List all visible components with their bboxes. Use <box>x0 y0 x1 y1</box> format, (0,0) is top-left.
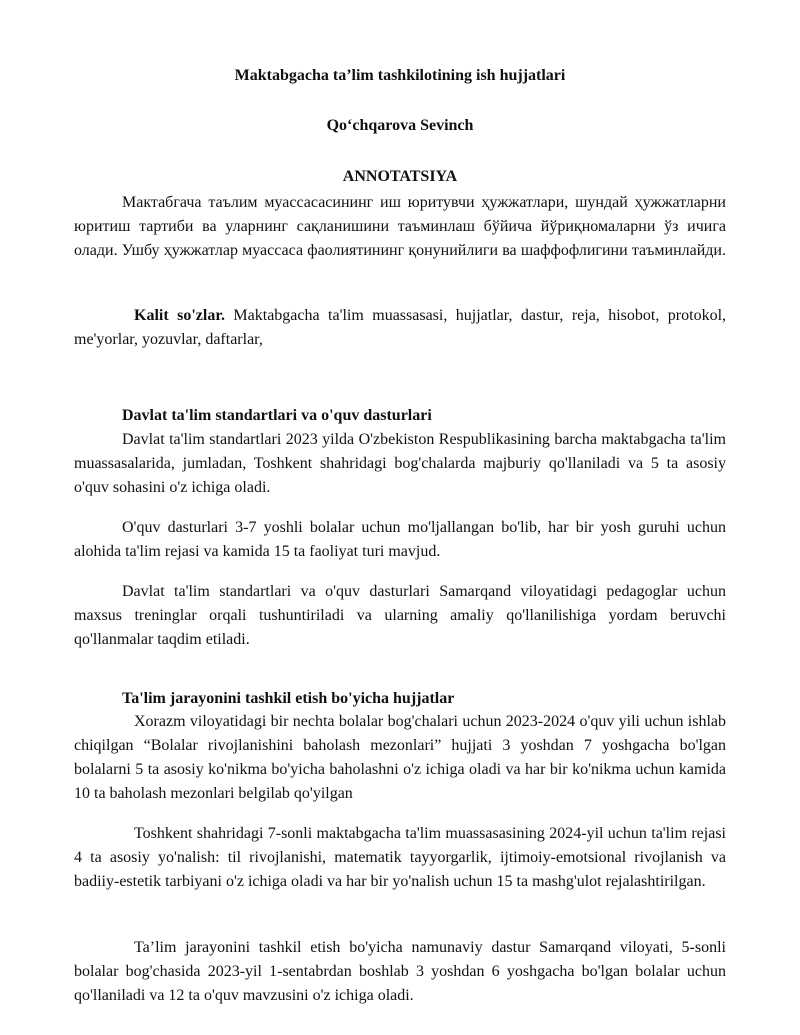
keywords-paragraph <box>74 304 726 352</box>
section-heading-standards: Davlat ta'lim standartlari va o'quv dasturlari <box>122 407 432 424</box>
paragraph: Xorazm viloyatidagi bir nechta bolalar bog'chalari uchun 2023-2024 o'quv yili uchun ishlab chiqilgan “Bolalar rivojlanishini baholash mezonlari” hujjati 3 yoshdan 7 yoshgacha bo'lgan bolalarni 5 ta asosiy ko'nikma bo'yicha baholashni o'z ichiga oladi va har bir ko'nikma uchun kamida 10 ta baholash mezonlari belgilab qo'yilgan <box>74 713 726 802</box>
annotation-text: Мактабгача таълим муассасасининг иш юритувчи ҳужжатлари, шундай ҳужжатларни юритиш тартиби ва уларнинг сақланишини таъминлаш бўйича йўриқномаларни ўз ичига олади. Ушбу ҳужжатлар муассаса фаолиятининг қонунийлиги ва шаффофлигини таъминлайди. <box>74 194 726 259</box>
paragraph: Davlat ta'lim standartlari 2023 yilda O'zbekiston Respublikasining barcha maktabgacha ta'lim muassasalarida, jumladan, Toshkent shahridagi bog'chalarda majburiy qo'llaniladi va 5 ta asosiy o'quv sohasini o'z ichiga oladi. <box>74 431 726 496</box>
section-heading-organization: Ta'lim jarayonini tashkil etish bo'yicha hujjatlar <box>122 690 455 707</box>
paragraph: Davlat ta'lim standartlari va o'quv dasturlari Samarqand viloyatidagi pedagoglar uchun maxsus treninglar orqali tushuntiriladi va ularning amaliy qo'llanilishiga yordam beruvchi qo'llanmalar taqdim etiladi. <box>74 583 726 648</box>
paragraph: O'quv dasturlari 3-7 yoshli bolalar uchun mo'ljallangan bo'lib, har bir yosh guruhi uchun alohida ta'lim rejasi va kamida 15 ta faoliyat turi mavjud. <box>74 519 726 560</box>
keywords-text: Maktabgacha ta'lim muassasasi, hujjatlar, dastur, reja, hisobot, protokol, me'yorlar, yozuvlar, daftarlar, <box>74 307 727 348</box>
annotation-heading: ANNOTATSIYA <box>342 168 458 185</box>
paragraph: Ta’lim jarayonini tashkil etish bo'yicha namunaviy dastur Samarqand viloyati, 5-sonli bolalar bog'chasida 2023-yil 1-sentabrdan boshlab 3 yoshdan 6 yoshgacha bo'lgan bolalar uchun qo'llaniladi va 12 ta o'quv mavzusini o'z ichiga oladi. <box>74 939 726 1004</box>
keywords-label: Kalit so'zlar. <box>134 307 225 324</box>
author-name: Qo‘chqarova Sevinch <box>326 117 474 134</box>
document-title: Maktabgacha ta’lim tashkilotining ish hujjatlari <box>234 67 566 84</box>
paragraph: Toshkent shahridagi 7-sonli maktabgacha ta'lim muassasasining 2024-yil uchun ta'lim rejasi 4 ta asosiy yo'nalish: til rivojlanishi, matematik tayyorgarlik, ijtimoiy-emotsional rivojlanish va badiiy-estetik tarbiyani o'z ichiga oladi va har bir yo'nalish uchun 15 ta mashg'ulot rejalashtirilgan. <box>74 825 726 890</box>
